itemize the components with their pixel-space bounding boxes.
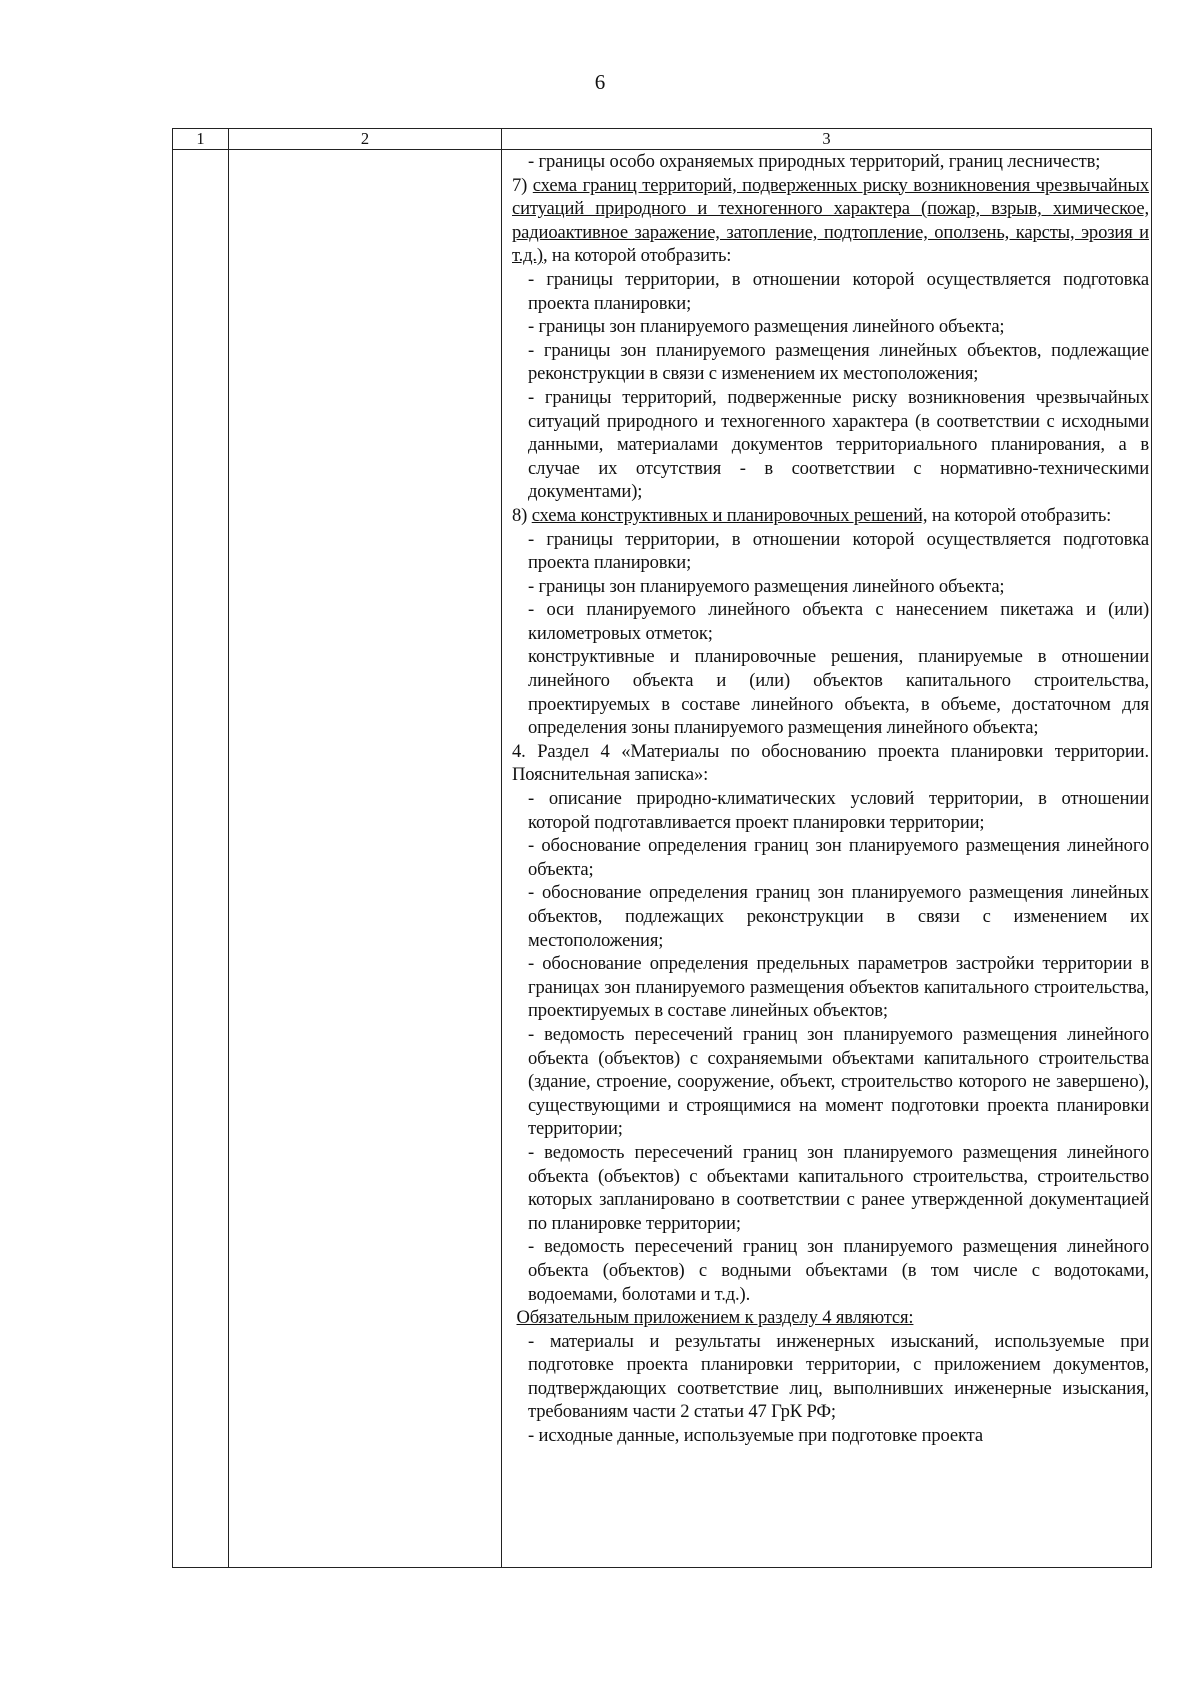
item-7-tail: , на которой отобразить: (542, 245, 732, 267)
list-item: - оси планируемого линейного объекта с нанесением пикетажа и (или) километровых отметок; (528, 599, 1149, 644)
item-8-tail: на которой отобразить: (927, 504, 1112, 526)
list-item: - границы территории, в отношении которой осуществляется подготовка проекта планировки; (528, 268, 1149, 314)
cell-col-2 (229, 150, 502, 1568)
item-8-number: 8) (512, 504, 528, 526)
header-col-2: 2 (229, 129, 502, 150)
list-item: - обоснование определения предельных параметров застройки территории в границах зон планируемого размещения объектов капитального строительства, проектируемых в составе линейных объектов; (528, 953, 1149, 1022)
list-item: - границы территорий, подверженные риску возникновения чрезвычайных ситуаций природного и техногенного характера (в соответствии с исходными данными, материалами документов территориального планирования, а в случае их отсутствия - в соответствии с нормативно-техническими документами); (528, 386, 1149, 503)
appendix-heading (512, 1306, 1149, 1330)
table-header-row (173, 129, 1152, 150)
list-item: - границы зон планируемого размещения линейного объекта; (528, 575, 1005, 597)
list-item: - границы территории, в отношении которой осуществляется подготовка проекта планировки; (528, 528, 1149, 574)
page-number: 6 (594, 70, 606, 94)
item-7 (512, 174, 1149, 268)
list-item: - материалы и результаты инженерных изысканий, используемые при подготовке проекта планировки территории, с приложением документов, подтверждающих соответствие лиц, выполнивших инженерные изыскания, требованиям части 2 статьи 47 ГрК РФ; (528, 1330, 1149, 1423)
cell-col-3 (502, 150, 1152, 1568)
list-item: - обоснование определения границ зон планируемого размещения линейного объекта; (528, 835, 1149, 880)
paragraph-protected-areas: - границы особо охраняемых природных территорий, границ лесничеств; (528, 151, 1101, 172)
list-item: - обоснование определения границ зон планируемого размещения линейных объектов, подлежащих реконструкции в связи с изменением их местоположения; (528, 882, 1149, 951)
list-item: - описание природно-климатических условий территории, в отношении которой подготавливается проект планировки территории; (528, 788, 1149, 833)
item-8-title: схема конструктивных и планировочных решений, (531, 504, 928, 526)
item-7-title: схема границ территорий, подверженных риску возникновения чрезвычайных ситуаций природного и техногенного характера (пожар, взрыв, химическое, радиоактивное заражение, затопление, подтопление, оползень, карсты, эрозия и т.д.) (512, 174, 1149, 267)
cell-col-1 (173, 150, 229, 1568)
appendix-heading-text: Обязательным приложением к разделу 4 являются: (516, 1307, 914, 1329)
item-7-number: 7) (512, 174, 528, 196)
header-col-3: 3 (502, 129, 1152, 150)
list-item: - границы зон планируемого размещения линейных объектов, подлежащие реконструкции в связи с изменением их местоположения; (528, 339, 1149, 385)
header-col-1: 1 (173, 129, 229, 150)
list-item: - исходные данные, используемые при подготовке проекта (528, 1425, 983, 1447)
list-item: конструктивные и планировочные решения, планируемые в отношении линейного объекта и (или) объектов капитального строительства, проектируемых в составе линейного объекта, в объеме, достаточном для определения зоны планируемого размещения линейного объекта; (528, 646, 1149, 739)
list-item: - ведомость пересечений границ зон планируемого размещения линейного объекта (объектов) с объектами капитального строительства, строительство которых запланировано в соответствии с ранее утвержденной документацией по планировке территории; (528, 1141, 1149, 1234)
list-item: - ведомость пересечений границ зон планируемого размещения линейного объекта (объектов) с водными объектами (в том числе с водотоками, водоемами, болотами и т.д.). (528, 1236, 1149, 1305)
requirements-table (172, 128, 1152, 1568)
list-item: - границы зон планируемого размещения линейного объекта; (528, 316, 1005, 338)
col-3-content (502, 150, 1151, 1448)
section-4-heading: 4. Раздел 4 «Материалы по обоснованию проекта планировки территории. Пояснительная записка»: (512, 740, 1149, 786)
table-row (173, 150, 1152, 1568)
list-item: - ведомость пересечений границ зон планируемого размещения линейного объекта (объектов) с сохраняемыми объектами капитального строительства (здание, строение, сооружение, объект, строительство которого не завершено), существующими и строящимися на момент подготовки проекта планировки территории; (528, 1023, 1149, 1140)
item-8 (512, 504, 1149, 528)
